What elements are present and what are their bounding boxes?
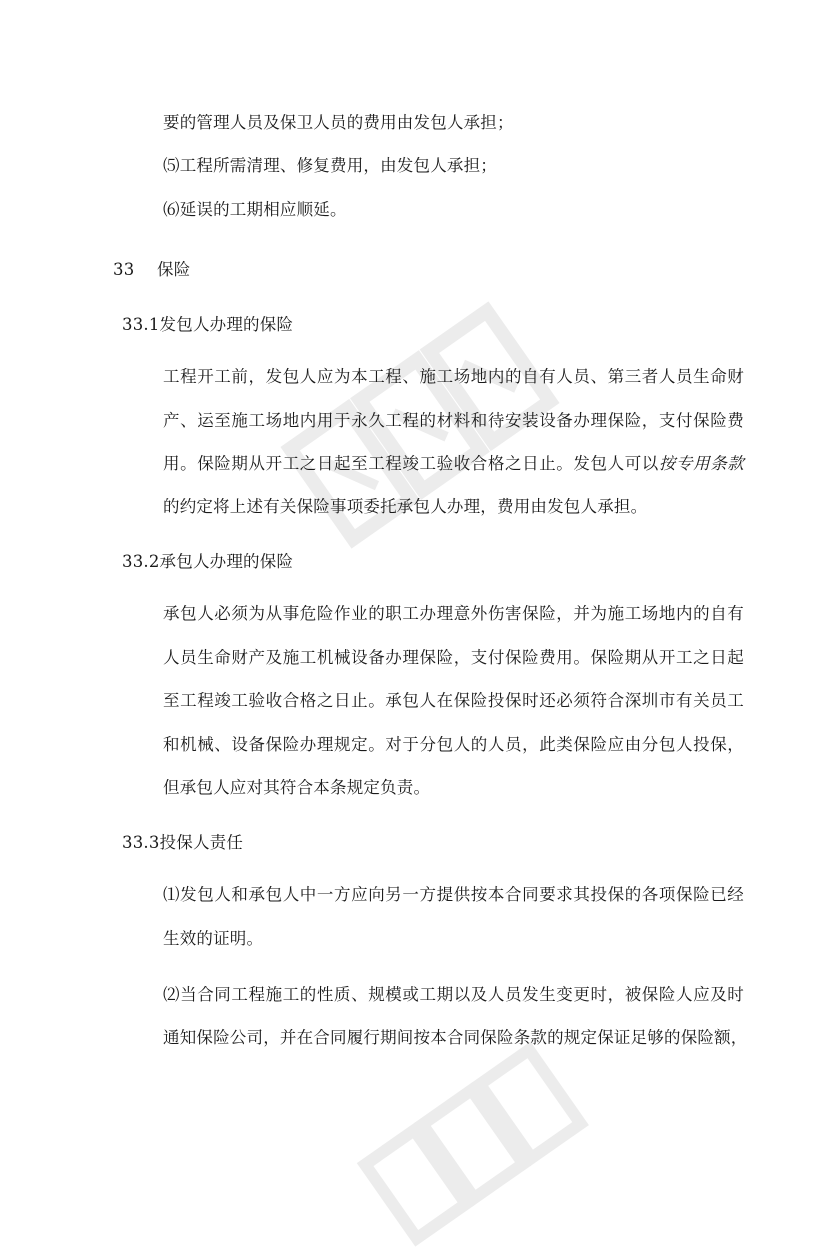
subsection-33-3-heading: 33.3投保人责任 [122,833,244,852]
s33-2-line-1: 承包人必须为从事危险作业的职工办理意外伤害保险，并为施工场地内的自有 [163,604,745,623]
s33-3-line-4: 通知保险公司，并在合同履行期间按本合同保险条款的规定保证足够的保险额， [163,1028,748,1047]
intro-line-3: ⑹延误的工期相应顺延。 [163,200,347,219]
s33-3-line-2: 生效的证明。 [163,929,264,948]
s33-2-line-2: 人员生命财产及施工机械设备办理保险，支付保险费用。保险期从开工之日起 [163,648,745,667]
s33-2-line-4: 和机械、设备保险办理规定。对于分包人的人员，此类保险应由分包人投保， [163,735,745,754]
intro-line-2: ⑸工程所需清理、修复费用，由发包人承担； [163,156,497,175]
subsection-33-1-heading: 33.1发包人办理的保险 [122,315,294,334]
s33-1-line-3 [163,453,744,475]
s33-3-line-3: ⑵当合同工程施工的性质、规模或工期以及人员发生变更时，被保险人应及时 [163,985,745,1004]
section-number: 33 [113,260,135,279]
s33-1-line-4: 的约定将上述有关保险事项委托承包人办理，费用由发包人承担。 [163,497,648,516]
section-heading [113,259,190,281]
intro-line-1: 要的管理人员及保卫人员的费用由发包人承担； [163,113,514,132]
section-title: 保险 [157,260,191,279]
watermark-logo-bottom [345,1028,594,1252]
s33-1-italic-fragment: 按专用条款 [658,454,745,473]
s33-1-line-3-text: 用。保险期从开工之日起至工程竣工验收合格之日止。发包人可以 [163,454,659,473]
s33-3-line-1: ⑴发包人和承包人中一方应向另一方提供按本合同要求其投保的各项保险已经 [163,885,745,904]
s33-2-line-3: 至工程竣工验收合格之日止。承包人在保险投保时还必须符合深圳市有关员工 [163,691,745,710]
s33-1-line-1: 工程开工前，发包人应为本工程、施工场地内的自有人员、第三者人员生命财 [163,367,745,386]
s33-1-line-2: 产、运至施工场地内用于永久工程的材料和待安装设备办理保险，支付保险费 [163,411,745,430]
subsection-33-2-heading: 33.2承包人办理的保险 [122,552,294,571]
s33-2-line-5: 但承包人应对其符合本条规定负责。 [163,778,431,797]
